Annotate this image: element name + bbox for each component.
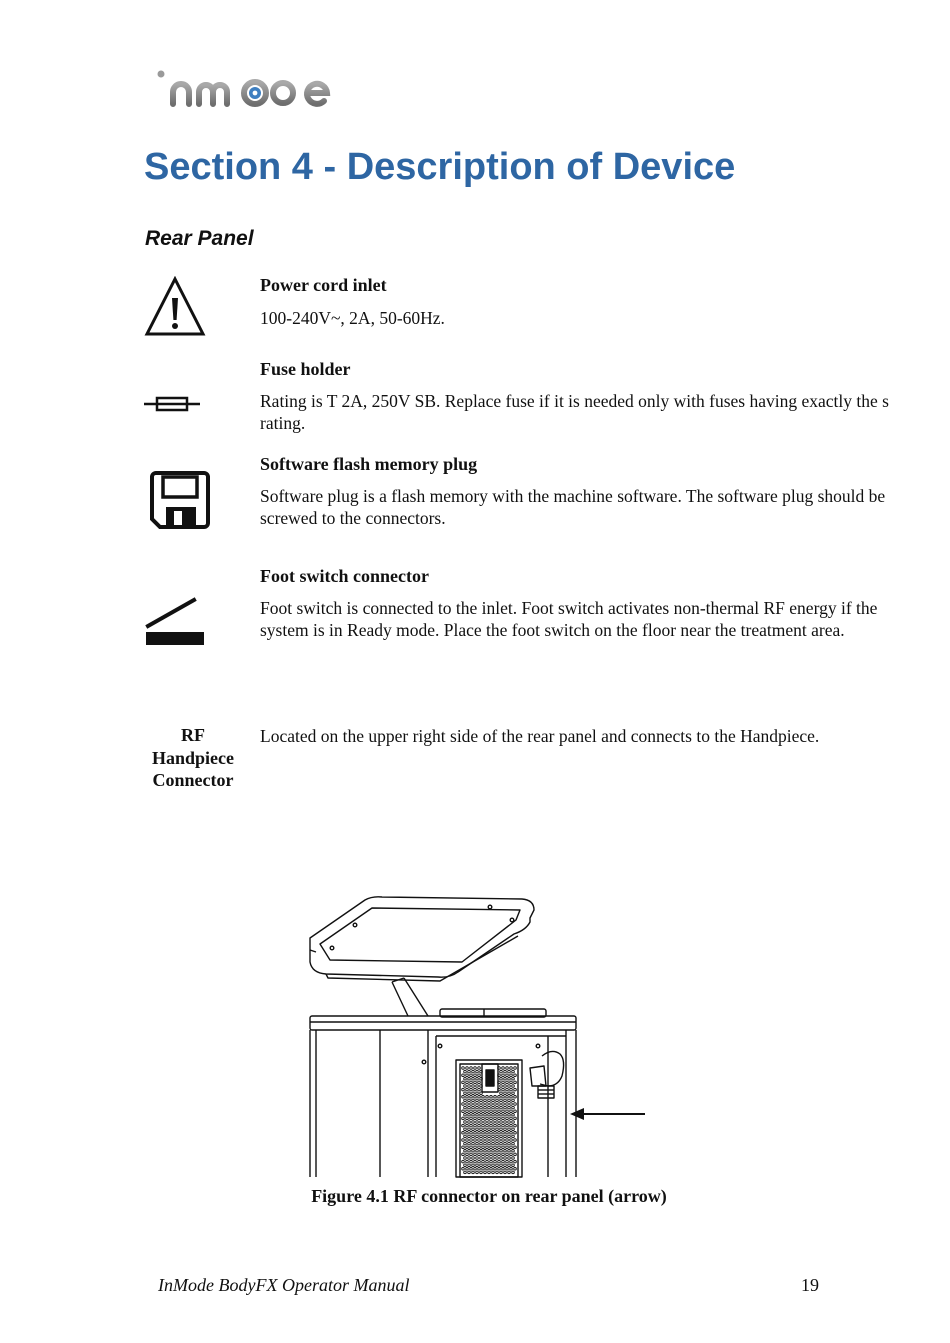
inmode-logo: [155, 62, 350, 112]
rf-label-line: Handpiece: [151, 747, 234, 768]
entry-title-power-cord-inlet: Power cord inlet: [260, 275, 387, 295]
entry-text-line: Software plug is a flash memory with the machine software. The software plug should be: [260, 486, 886, 506]
rf-handpiece-connector-label: [145, 724, 241, 792]
entry-text-line: screwed to the connectors.: [260, 508, 446, 528]
entry-text-line: 100-240V~, 2A, 50-60Hz.: [260, 308, 445, 328]
entry-text-line: Foot switch is connected to the inlet. Foot switch activates non-thermal RF energy if the: [260, 598, 878, 618]
rf-label-line: RF: [181, 725, 205, 745]
section-title: Section 4 - Description of Device: [144, 146, 736, 188]
entry-title-fuse-holder: Fuse holder: [260, 359, 351, 379]
subsection-title: Rear Panel: [145, 227, 254, 250]
entry-text-line: Rating is T 2A, 250V SB. Replace fuse if it is needed only with fuses having exactly the s: [260, 391, 889, 411]
rf-connector-description: Located on the upper right side of the rear panel and connects to the Handpiece.: [260, 726, 820, 746]
footer-manual-name: InMode BodyFX Operator Manual: [158, 1275, 410, 1295]
warning-triangle-icon: [144, 276, 206, 338]
entry-title-software-flash-memory-plug: Software flash memory plug: [260, 454, 478, 474]
fuse-icon: [144, 393, 200, 415]
entry-text-line: rating.: [260, 413, 306, 433]
device-rear-panel-drawing: [300, 890, 660, 1180]
rf-label-line: Connector: [152, 770, 234, 790]
floppy-disk-icon: [150, 471, 210, 529]
figure-caption: Figure 4.1 RF connector on rear panel (arrow): [311, 1186, 667, 1206]
entry-text-line: system is in Ready mode. Place the foot switch on the floor near the treatment area.: [260, 620, 845, 640]
foot-switch-icon: [144, 596, 206, 648]
entry-title-foot-switch-connector: Foot switch connector: [260, 566, 429, 586]
footer-page-number: 19: [801, 1275, 819, 1295]
